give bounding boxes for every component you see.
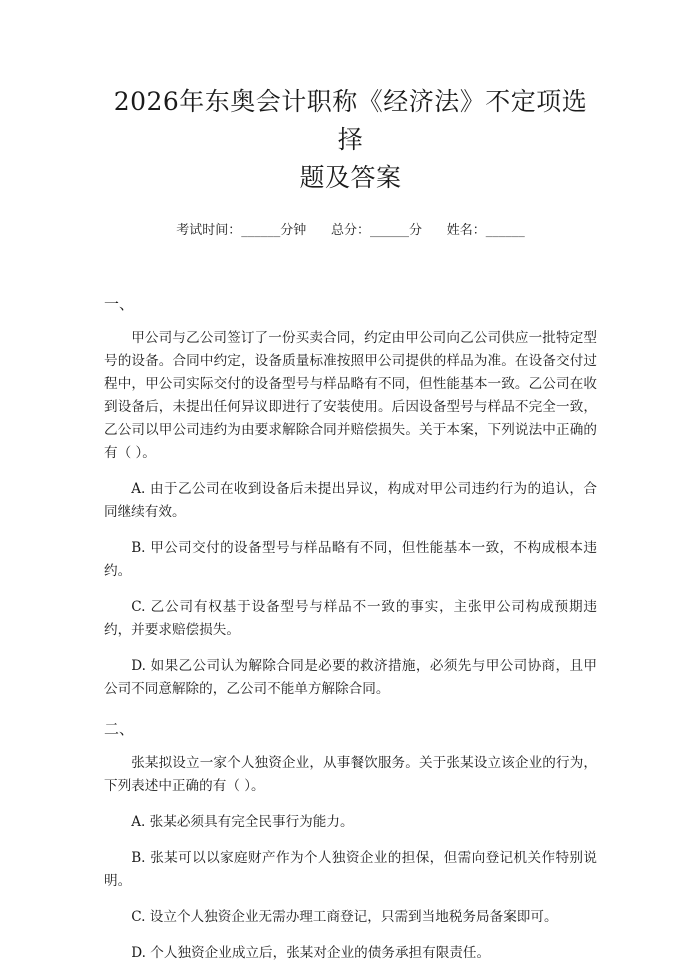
option-text: 乙公司有权基于设备型号与样品不一致的事实，主张甲公司构成预期违约，并要求赔偿损失。 — [104, 599, 597, 638]
option-text: 由于乙公司在收到设备后未提出异议，构成对甲公司违约行为的追认，合同继续有效。 — [104, 481, 598, 520]
option-letter: D. — [131, 945, 146, 961]
option-text: 如果乙公司认为解除合同是必要的救济措施，必须先与甲公司协商，且甲公司不同意解除的，乙公司不能单方解除合同。 — [104, 658, 598, 697]
section-heading-2: 二、 — [104, 720, 135, 738]
document-title-line-1: 2026年东奥会计职称《经济法》不定项选择 — [113, 87, 588, 154]
option-text: 个人独资企业成立后，张某对企业的债务承担有限责任。 — [150, 945, 491, 961]
question-stem-1: 甲公司与乙公司签订了一份买卖合同，约定由甲公司向乙公司供应一批特定型号的设备。合同中约定，设备质量标准按照甲公司提供的样品为准。在设备交付过程中，甲公司实际交付的设备型号与样品略有不同，但性能基本一致。乙公司在收到设备后，未提出任何异议即进行了安装使用。后因设备型号与样品不完全一致，乙公司以甲公司违约为由要求解除合同并赔偿损失。关于本案，下列说法中正确的有（ ）。 — [104, 330, 597, 461]
option-text: 张某必须具有完全民事行为能力。 — [149, 814, 354, 830]
option-text: 设立个人独资企业无需办理工商登记，只需到当地税务局备案即可。 — [149, 909, 558, 925]
option-2-a — [104, 811, 597, 834]
option-letter: A. — [131, 481, 146, 497]
question-stem-2: 张某拟设立一家个人独资企业，从事餐饮服务。关于张某设立该企业的行为，下列表述中正确的有（ ）。 — [104, 755, 597, 794]
section-heading-1: 一、 — [104, 295, 135, 313]
exam-info-line: 考试时间：______分钟 总分：______分 姓名：______ — [176, 223, 525, 238]
option-letter: D. — [131, 658, 146, 674]
option-letter: B. — [131, 850, 146, 866]
option-2-d — [104, 942, 597, 965]
document-title-line-2: 题及答案 — [299, 163, 402, 192]
option-1-d — [104, 655, 597, 701]
option-1-b — [104, 537, 597, 583]
option-2-b — [104, 847, 597, 893]
option-letter: C. — [131, 599, 146, 615]
option-1-a — [104, 478, 597, 524]
option-text: 张某可以以家庭财产作为个人独资企业的担保，但需向登记机关作特别说明。 — [104, 850, 597, 889]
option-text: 甲公司交付的设备型号与样品略有不同，但性能基本一致，不构成根本违约。 — [104, 540, 597, 579]
document-title — [104, 0, 597, 197]
option-letter: B. — [131, 540, 146, 556]
option-letter: C. — [131, 909, 146, 925]
option-2-c — [104, 906, 597, 929]
option-1-c — [104, 596, 597, 642]
option-letter: A. — [131, 814, 146, 830]
